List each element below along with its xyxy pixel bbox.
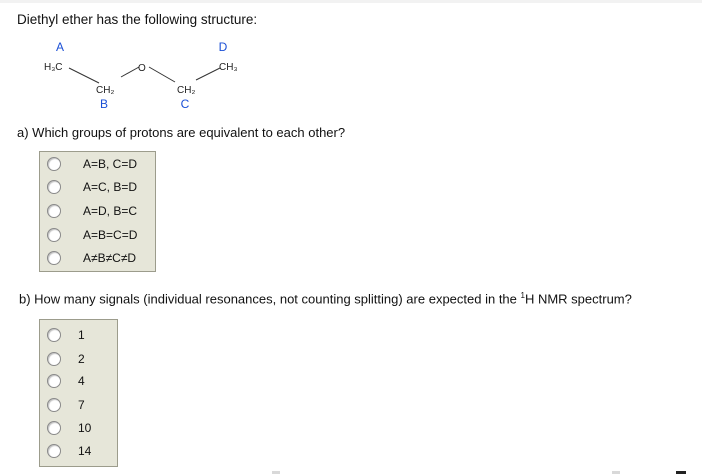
question-b-text-post: H NMR spectrum? (524, 291, 632, 307)
radio-button[interactable] (47, 421, 61, 435)
atom-ch2-right: CH₂ (177, 85, 196, 96)
option-label: 1 (78, 328, 85, 342)
radio-button[interactable] (47, 328, 61, 342)
option-label: 14 (78, 444, 92, 458)
atom-ch3: CH₃ (219, 62, 238, 73)
option-label: 7 (78, 398, 85, 412)
label-b: B (99, 97, 109, 111)
radio-button[interactable] (47, 180, 61, 194)
option-a-1[interactable] (40, 153, 137, 175)
option-b-4[interactable] (40, 394, 85, 416)
radio-button[interactable] (47, 374, 61, 388)
radio-button[interactable] (47, 398, 61, 412)
atom-h3c: H₃C (44, 62, 63, 73)
question-a-text: a) Which groups of protons are equivalent to each other? (17, 125, 346, 140)
bond-2 (121, 67, 139, 77)
option-label: A≠B≠C≠D (83, 251, 137, 265)
option-label: A=B, C=D (83, 157, 138, 171)
question-b-text (19, 291, 632, 306)
radio-button[interactable] (47, 228, 61, 242)
label-c: C (180, 97, 190, 111)
molecule-structure (40, 37, 280, 120)
option-label: A=C, B=D (83, 180, 138, 194)
question-b-superscript: 1 (520, 291, 525, 300)
radio-button[interactable] (47, 251, 61, 265)
option-b-6[interactable] (40, 440, 91, 462)
atom-oxygen: O (138, 63, 146, 74)
radio-button[interactable] (47, 444, 61, 458)
top-divider (0, 0, 702, 3)
option-a-3[interactable] (40, 200, 137, 222)
radio-button[interactable] (47, 352, 61, 366)
option-label: A=B=C=D (83, 228, 138, 242)
bond-1 (69, 68, 99, 83)
option-label: 4 (78, 374, 85, 388)
option-a-5[interactable] (40, 247, 136, 269)
question-b-text-pre: b) How many signals (individual resonances, not counting splitting) are expected in the (19, 291, 521, 307)
option-label: 10 (78, 421, 92, 435)
option-label: A=D, B=C (83, 204, 138, 218)
option-b-5[interactable] (40, 417, 91, 439)
option-a-4[interactable] (40, 224, 137, 246)
intro-text: Diethyl ether has the following structure: (17, 12, 258, 27)
question-a-options (39, 151, 156, 272)
label-d: D (218, 40, 228, 54)
structure-diagram (40, 37, 280, 115)
question-b-options (39, 319, 118, 467)
bond-3 (149, 67, 175, 82)
atom-ch2-left: CH₂ (96, 85, 115, 96)
option-b-3[interactable] (40, 370, 85, 392)
bond-4 (196, 68, 220, 80)
radio-button[interactable] (47, 157, 61, 171)
radio-button[interactable] (47, 204, 61, 218)
label-a: A (55, 40, 65, 54)
option-a-2[interactable] (40, 176, 137, 198)
option-label: 2 (78, 352, 85, 366)
option-b-1[interactable] (40, 324, 85, 346)
option-b-2[interactable] (40, 348, 85, 370)
